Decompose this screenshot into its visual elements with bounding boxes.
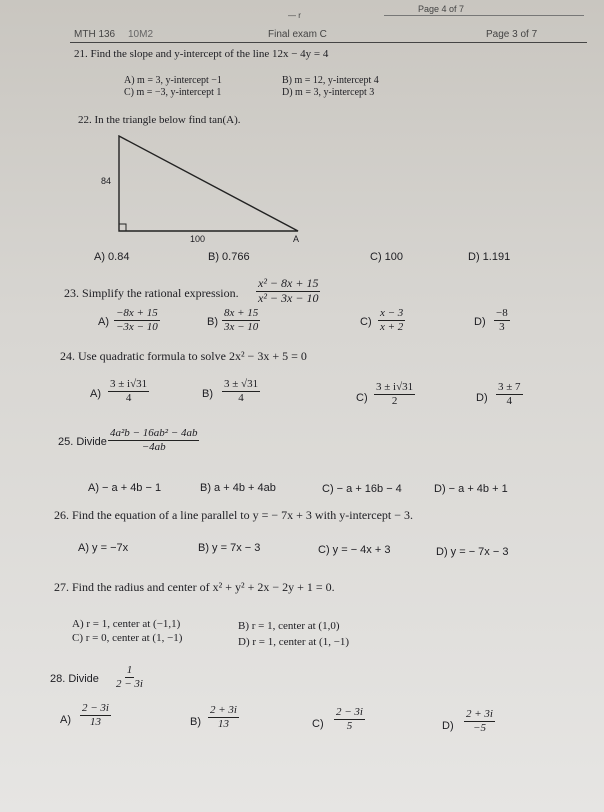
q24-label-a: A) <box>90 388 101 400</box>
q28-option-c-denominator: 5 <box>346 719 353 732</box>
q24-option-d <box>496 381 523 407</box>
q23-label-a: A) <box>98 316 109 328</box>
q23-option-a-denominator: −3x − 10 <box>116 320 158 333</box>
q28-label-c: C) <box>312 718 324 730</box>
q21-option-d: D) m = 3, y-intercept 3 <box>282 87 375 98</box>
q28-option-d-denominator: −5 <box>473 721 486 734</box>
q21-option-b: B) m = 12, y-intercept 4 <box>282 75 379 86</box>
q25-expression-numerator: 4a²b − 16ab² − 4ab <box>110 427 198 439</box>
q28-option-a-numerator: 2 − 3i <box>82 702 109 714</box>
q24-option-c-denominator: 2 <box>391 394 398 407</box>
q24-option-a-denominator: 4 <box>125 391 132 404</box>
q22-angle-label: A <box>293 234 300 244</box>
q27-option-a: A) r = 1, center at (−1,1) <box>72 618 181 630</box>
q28-option-b <box>208 704 239 730</box>
q28-expression <box>114 664 145 690</box>
q28-option-d-numerator: 2 + 3i <box>466 708 493 720</box>
q23-option-c <box>378 307 405 333</box>
q28-option-a-denominator: 13 <box>89 715 101 728</box>
q22-side-label: 84 <box>101 176 112 186</box>
q24-text: 24. Use quadratic formula to solve 2x² − 3x + 5 = 0 <box>60 349 307 363</box>
page-top-note: Page 4 of 7 <box>418 4 465 14</box>
q25-text: 25. Divide <box>58 436 107 448</box>
q24-option-a <box>108 378 149 404</box>
q28-expression-numerator: 1 <box>126 664 133 676</box>
q23-expression-numerator: x² − 8x + 15 <box>258 276 319 290</box>
q23-option-d <box>494 307 510 333</box>
q23-option-b-denominator: 3x − 10 <box>224 320 259 333</box>
header-tick: — r <box>288 11 301 20</box>
q24-option-b <box>222 378 260 404</box>
q25-option-c: C) − a + 16b − 4 <box>322 483 402 495</box>
q25-option-d: D) − a + 4b + 1 <box>434 483 508 495</box>
q24-label-c: C) <box>356 392 368 404</box>
q28-option-c-numerator: 2 − 3i <box>336 706 363 718</box>
header-rule <box>70 42 587 43</box>
q21-text: 21. Find the slope and y-intercept of the line 12x − 4y = 4 <box>74 48 329 60</box>
q23-label-d: D) <box>474 316 486 328</box>
q22-right-triangle <box>118 135 300 232</box>
q23-option-a-numerator: −8x + 15 <box>116 307 158 319</box>
q28-text: 28. Divide <box>50 673 99 685</box>
page-top-line <box>384 15 584 16</box>
q23-expression-denominator: x² − 3x − 10 <box>258 290 319 305</box>
q23-label-c: C) <box>360 316 372 328</box>
q24-option-d-numerator: 3 ± 7 <box>498 381 521 393</box>
q23-option-d-denominator: 3 <box>499 320 505 333</box>
q27-text: 27. Find the radius and center of x² + y² + 2x − 2y + 1 = 0. <box>54 580 335 594</box>
q25-expression <box>108 427 199 453</box>
q23-label-b: B) <box>207 316 218 328</box>
q26-option-c: C) y = − 4x + 3 <box>318 544 391 556</box>
q25-option-b: B) a + 4b + 4ab <box>200 482 276 494</box>
q24-option-c-numerator: 3 ± i√31 <box>376 381 414 393</box>
q28-option-a <box>80 702 111 728</box>
q28-option-b-denominator: 13 <box>217 717 229 730</box>
q23-option-b <box>222 307 260 333</box>
q24-label-d: D) <box>476 392 488 404</box>
q26-text: 26. Find the equation of a line parallel to y = − 7x + 3 with y-intercept − 3. <box>54 508 413 522</box>
q21-option-a: A) m = 3, y-intercept −1 <box>124 75 222 86</box>
q28-label-d: D) <box>442 720 454 732</box>
q28-expression-denominator: 2 − 3i <box>116 677 143 690</box>
course-section: 10M2 <box>128 29 154 40</box>
course-code: MTH 136 <box>74 29 116 40</box>
q23-option-c-denominator: x + 2 <box>380 320 404 333</box>
exam-title: Final exam C <box>268 29 327 40</box>
q25-expression-denominator: −4ab <box>141 440 166 453</box>
q28-label-b: B) <box>190 716 201 728</box>
q28-label-a: A) <box>60 714 71 726</box>
q24-option-a-numerator: 3 ± i√31 <box>110 378 148 390</box>
q22-option-c: C) 100 <box>370 251 404 263</box>
q26-option-b: B) y = 7x − 3 <box>198 542 261 554</box>
q22-option-d: D) 1.191 <box>468 251 511 263</box>
q23-option-a <box>114 307 160 333</box>
q26-option-a: A) y = −7x <box>78 542 129 554</box>
q28-option-c <box>334 706 365 732</box>
q23-option-d-numerator: −8 <box>496 307 508 319</box>
q21-option-c: C) m = −3, y-intercept 1 <box>124 87 222 98</box>
q23-option-b-numerator: 8x + 15 <box>224 307 259 319</box>
q22-text: 22. In the triangle below find tan(A). <box>78 114 241 126</box>
q24-option-d-denominator: 4 <box>506 394 513 407</box>
q22-option-b: B) 0.766 <box>208 251 250 263</box>
q27-option-b: B) r = 1, center at (1,0) <box>238 620 340 632</box>
q27-option-d: D) r = 1, center at (1, −1) <box>238 636 350 648</box>
q23-option-c-numerator: x − 3 <box>380 307 404 319</box>
q24-option-c <box>374 381 415 407</box>
q25-option-a: A) − a + 4b − 1 <box>88 482 162 494</box>
q26-option-d: D) y = − 7x − 3 <box>436 546 509 558</box>
q28-option-b-numerator: 2 + 3i <box>210 704 237 716</box>
q23-expression <box>256 277 320 306</box>
page-number: Page 3 of 7 <box>486 29 538 40</box>
q24-label-b: B) <box>202 388 213 400</box>
q24-option-b-numerator: 3 ± √31 <box>224 378 259 390</box>
q24-option-b-denominator: 4 <box>238 391 244 404</box>
q27-option-c: C) r = 0, center at (1, −1) <box>72 632 183 644</box>
q28-option-d <box>464 708 495 734</box>
q22-option-a: A) 0.84 <box>94 251 130 263</box>
q22-base-label: 100 <box>190 234 206 244</box>
q23-text: 23. Simplify the rational expression. <box>64 286 239 300</box>
